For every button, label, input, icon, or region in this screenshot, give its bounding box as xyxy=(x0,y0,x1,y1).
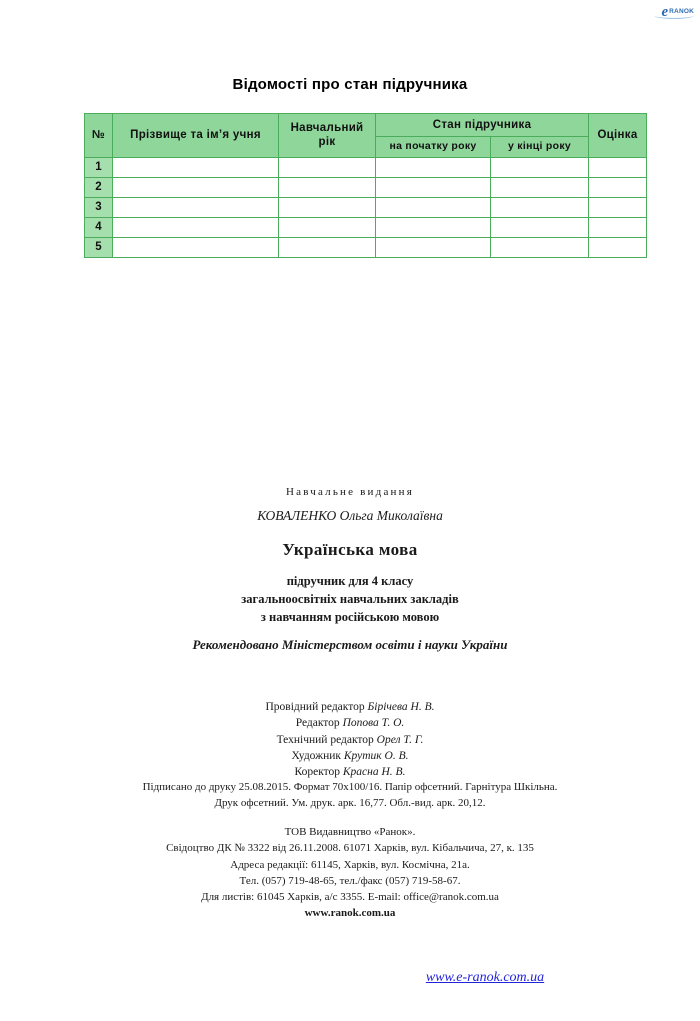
credit-line xyxy=(0,764,700,780)
credit-role: Художник xyxy=(291,749,344,762)
row-number: 1 xyxy=(85,157,113,177)
publisher-website: www.ranok.com.ua xyxy=(304,907,396,920)
subtitle-line-2: загальноосвітніх навчальних закладів xyxy=(241,592,459,607)
print-info-line-2: Друк офсетний. Ум. друк. арк. 16,77. Обл.-вид. арк. 20,12. xyxy=(214,796,486,809)
book-subtitle xyxy=(0,572,700,626)
row-number: 3 xyxy=(85,197,113,217)
cell-mark[interactable] xyxy=(589,217,647,237)
column-header-school-year: Навчальний рік xyxy=(279,114,376,158)
cell-student-name[interactable] xyxy=(113,237,279,257)
footer-link-container xyxy=(0,968,700,986)
publisher-name: ТОВ Видавництво «Ранок». xyxy=(284,826,416,838)
author-name: КОВАЛЕНКО Ольга Миколаївна xyxy=(257,508,443,523)
table-body xyxy=(85,157,647,257)
cell-condition-end[interactable] xyxy=(491,217,589,237)
cell-school-year[interactable] xyxy=(279,237,376,257)
credit-person: Крутик О. В. xyxy=(343,749,409,762)
cell-condition-start[interactable] xyxy=(376,157,491,177)
cell-condition-start[interactable] xyxy=(376,237,491,257)
credit-role: Коректор xyxy=(294,766,343,779)
print-info-line-1: Підписано до друку 25.08.2015. Формат 70х100/16. Папір офсетний. Гарнітура Шкільна. xyxy=(142,781,558,793)
credit-person: Бірічева Н. В. xyxy=(367,701,435,713)
cell-condition-start[interactable] xyxy=(376,217,491,237)
cell-condition-end[interactable] xyxy=(491,237,589,257)
credit-role: Технічний редактор xyxy=(276,733,377,746)
publisher-info xyxy=(0,824,700,922)
subtitle-line-1: підручник для 4 класу xyxy=(286,574,414,588)
logo-swoosh-icon xyxy=(654,12,694,19)
table-row xyxy=(85,237,647,257)
credit-person: Орел Т. Г. xyxy=(376,733,424,746)
publisher-mail: Для листів: 61045 Харків, а/с 3355. E-mail: office@ranok.com.ua xyxy=(201,891,499,904)
cell-mark[interactable] xyxy=(589,157,647,177)
cell-mark[interactable] xyxy=(589,177,647,197)
table-header-row xyxy=(85,114,647,137)
credit-role: Провідний редактор xyxy=(265,701,368,713)
column-header-mark: Оцінка xyxy=(589,114,647,158)
row-number: 2 xyxy=(85,177,113,197)
ministry-recommendation: Рекомендовано Міністерством освіти і науки України xyxy=(192,637,508,652)
cell-student-name[interactable] xyxy=(113,197,279,217)
book-title: Українська мова xyxy=(282,540,418,559)
subtitle-line-3: з навчанням російською мовою xyxy=(260,610,440,625)
credit-line xyxy=(0,699,700,715)
edition-kind-label: Навчальне видання xyxy=(286,486,414,498)
cell-mark[interactable] xyxy=(589,237,647,257)
credit-line xyxy=(0,748,700,764)
cell-school-year[interactable] xyxy=(279,197,376,217)
cell-school-year[interactable] xyxy=(279,157,376,177)
cell-condition-end[interactable] xyxy=(491,157,589,177)
table-row xyxy=(85,217,647,237)
cell-school-year[interactable] xyxy=(279,217,376,237)
credit-role: Редактор xyxy=(295,717,343,730)
logo-e-icon: e xyxy=(661,3,669,20)
cell-condition-end[interactable] xyxy=(491,197,589,217)
cell-school-year[interactable] xyxy=(279,177,376,197)
credit-line xyxy=(0,732,700,748)
cell-condition-end[interactable] xyxy=(491,177,589,197)
e-ranok-website-link[interactable]: www.e-ranok.com.ua xyxy=(425,970,545,985)
row-number: 5 xyxy=(85,237,113,257)
cell-condition-start[interactable] xyxy=(376,177,491,197)
table-row xyxy=(85,157,647,177)
column-header-condition-start: на початку року xyxy=(376,137,491,157)
logo-wordmark: RANOK xyxy=(669,7,694,15)
textbook-condition-table xyxy=(84,113,646,258)
publisher-phone: Тел. (057) 719-48-65, тел./факс (057) 719-58-67. xyxy=(239,874,461,887)
page-title: Відомості про стан підручника xyxy=(232,76,468,93)
table-row xyxy=(85,197,647,217)
cell-student-name[interactable] xyxy=(113,217,279,237)
credit-person: Красна Н. В. xyxy=(342,766,406,779)
cell-student-name[interactable] xyxy=(113,157,279,177)
cell-condition-start[interactable] xyxy=(376,197,491,217)
column-header-number: № xyxy=(85,114,113,158)
production-credits xyxy=(0,699,700,781)
column-header-condition-end: у кінці року xyxy=(491,137,589,157)
credit-person: Попова Т. О. xyxy=(342,717,405,730)
print-run-info xyxy=(0,780,700,812)
column-header-condition-group: Стан підручника xyxy=(376,114,589,137)
row-number: 4 xyxy=(85,217,113,237)
column-header-student-name: Прізвище та ім’я учня xyxy=(113,114,279,158)
cell-student-name[interactable] xyxy=(113,177,279,197)
publisher-address: Адреса редакції: 61145, Харків, вул. Космічна, 21а. xyxy=(230,858,470,871)
table-row xyxy=(85,177,647,197)
publisher-license: Свідоцтво ДК № 3322 від 26.11.2008. 61071 Харків, вул. Кібальчича, 27, к. 135 xyxy=(166,842,534,855)
credit-line xyxy=(0,715,700,731)
cell-mark[interactable] xyxy=(589,197,647,217)
